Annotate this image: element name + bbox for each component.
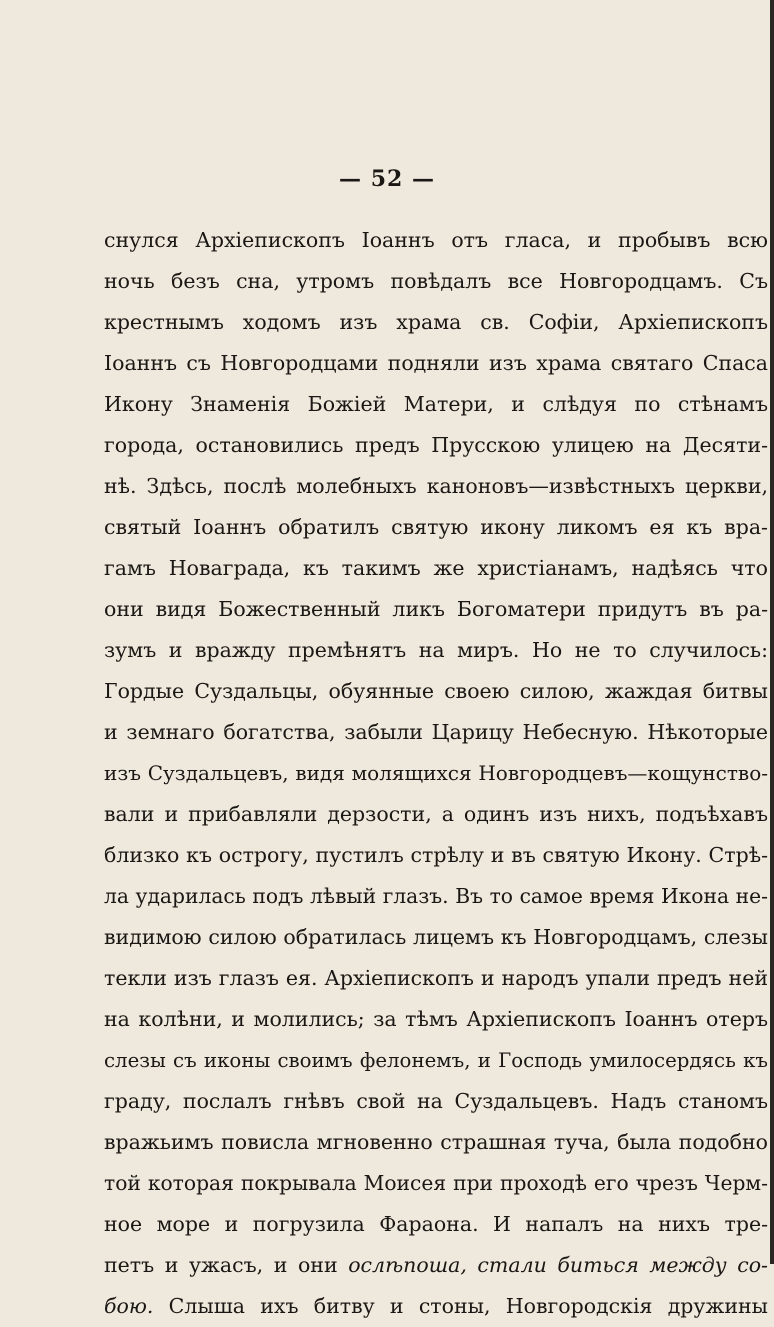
text-line: вали и прибавляли дерзости, а одинъ изъ нихъ, подъѣхавъ [104,802,768,826]
page-body-text [104,220,768,1327]
text-line: ное море и погрузила Фараона. И напалъ на нихъ тре- [104,1212,768,1236]
page-number: — 52 — [339,166,435,192]
text-line: текли изъ глазъ ея. Архіепископъ и народъ упали предъ ней [104,966,768,990]
text-line: святый Іоаннъ обратилъ святую икону ликомъ ея къ вра- [104,515,768,539]
text-line: и земнаго богатства, забыли Царицу Небесную. Нѣкоторые [104,720,768,744]
text-line: слезы съ иконы своимъ фелонемъ, и Господь умилосердясь къ [104,1049,768,1072]
text-line: граду, послалъ гнѣвъ свой на Суздальцевъ. Надъ станомъ [104,1089,768,1113]
text-line-rest: Слыша ихъ битву и стоны, Новгородскія дружины [153,1294,768,1318]
italic-phrase: ослѣпоша, стали биться между со- [348,1253,768,1277]
text-line [104,1245,768,1286]
text-line-prefix: петъ и ужасъ, и они [104,1253,349,1277]
text-line: на колѣни, и молились; за тѣмъ Архіепископъ Іоаннъ отеръ [104,1007,768,1031]
text-line: крестнымъ ходомъ изъ храма св. Софіи, Архіепископъ [104,310,768,334]
text-line: нѣ. Здѣсь, послѣ молебныхъ каноновъ—извѣстныхъ церкви, [104,474,768,498]
text-line: Икону Знаменія Божіей Матери, и слѣдуя по стѣнамъ [104,392,768,416]
text-line: Іоаннъ съ Новгородцами подняли изъ храма святаго Спаса [104,351,768,375]
italic-phrase: бою. [104,1294,154,1318]
text-line: зумъ и вражду премѣнятъ на миръ. Но не то случилось: [104,638,768,662]
text-line: той которая покрывала Моисея при проходѣ его чрезъ Черм- [104,1171,768,1195]
text-line: вражьимъ повисла мгновенно страшная туча, была подобно [104,1130,768,1154]
text-line: видимою силою обратилась лицемъ къ Новгородцамъ, слезы [104,925,768,949]
text-line: Гордые Суздальцы, обуянные своею силою, жаждая битвы [104,679,768,703]
text-line: изъ Суздальцевъ, видя молящихся Новгородцевъ—кощунство- [104,761,768,785]
text-line [104,1286,768,1327]
text-line: города, остановились предъ Прусскою улицею на Десяти- [104,433,768,457]
text-line: близко къ острогу, пустилъ стрѣлу и въ святую Икону. Стрѣ- [104,843,768,867]
text-line: ночь безъ сна, утромъ повѣдалъ все Новгородцамъ. Съ [104,269,768,293]
text-line: ла ударилась подъ лѣвый глазъ. Въ то самое время Икона не- [104,884,768,908]
text-line: они видя Божественный ликъ Богоматери придутъ въ ра- [104,597,768,621]
text-line: гамъ Новаграда, къ такимъ же христіанамъ, надѣясь что [104,556,768,580]
text-line: снулся Архіепископъ Іоаннъ отъ гласа, и пробывъ всю [104,228,768,252]
